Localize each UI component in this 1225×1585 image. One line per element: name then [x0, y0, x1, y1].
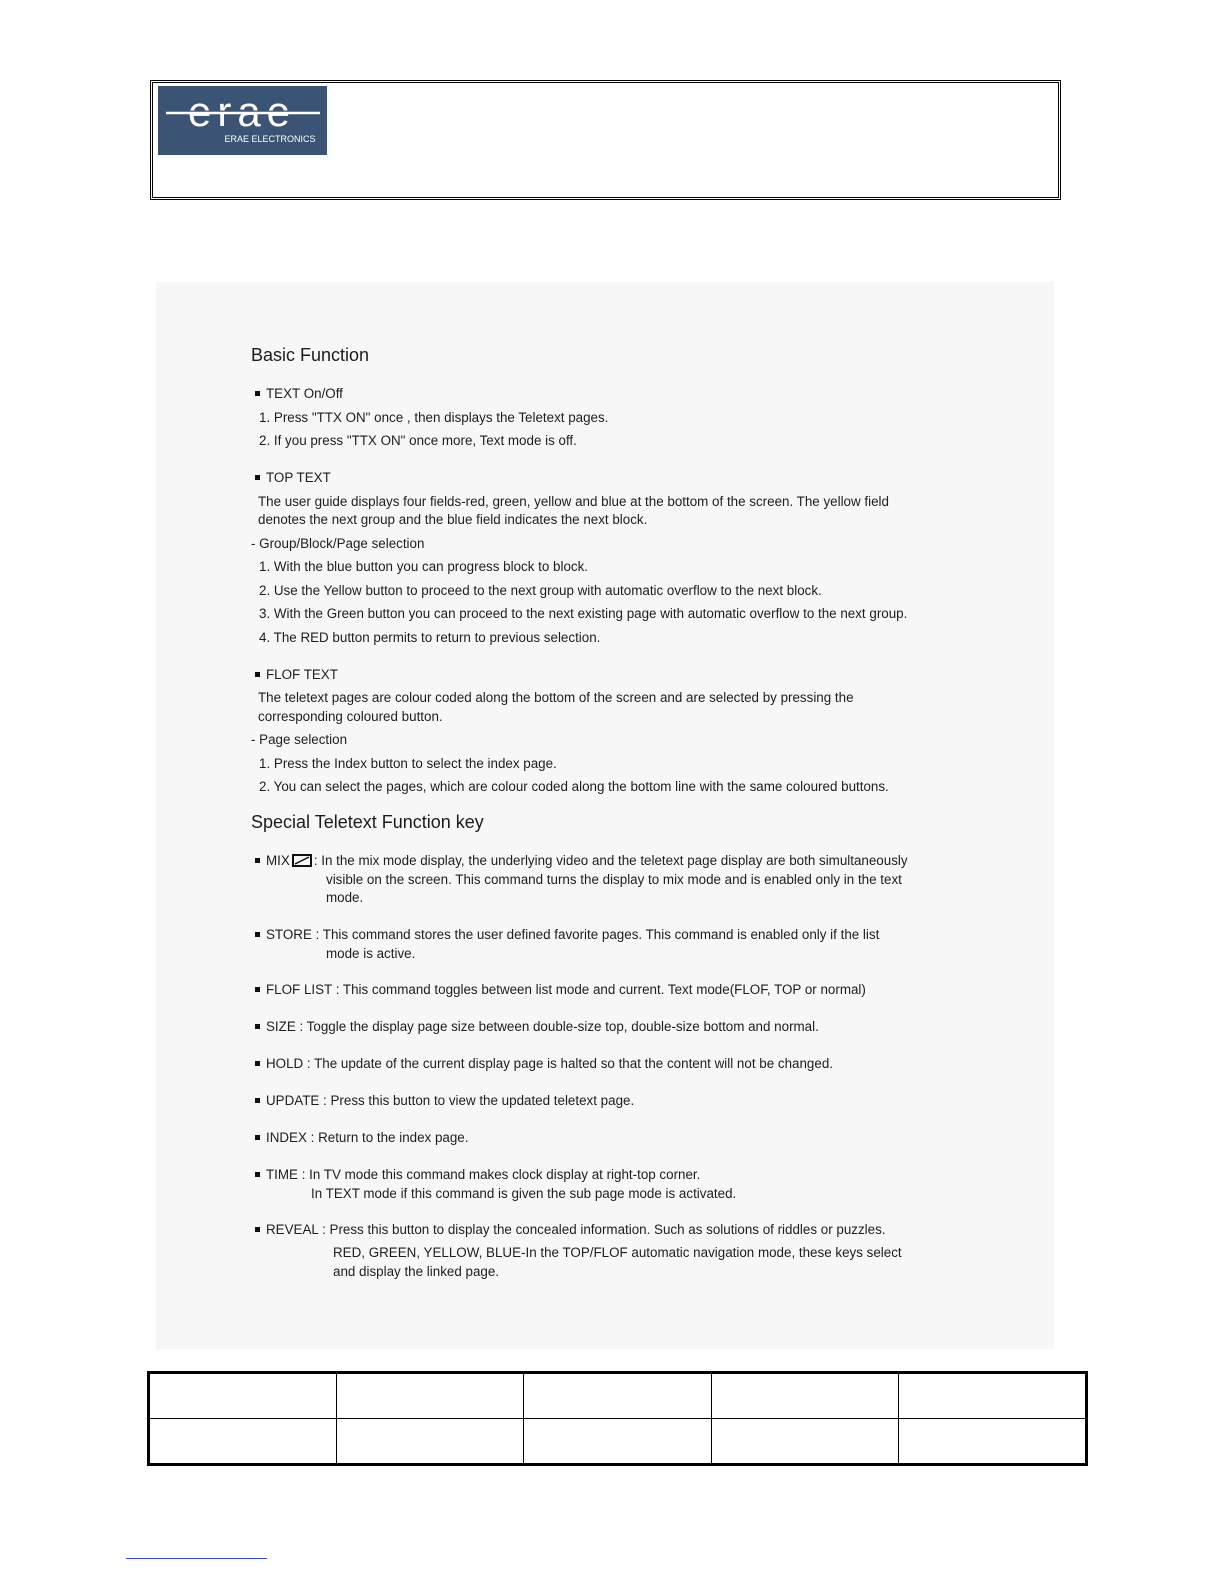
flof-text-item-2: 2. You can select the pages, which are colour coded along the bottom line with the same coloured buttons. — [259, 779, 889, 794]
store-line-2: mode is active. — [326, 946, 416, 961]
top-text-item-4: 4. The RED button permits to return to previous selection. — [259, 630, 601, 645]
flof-list-line: FLOF LIST : This command toggles between list mode and current. Text mode(FLOF, TOP or normal) — [255, 982, 866, 997]
footer-cell — [149, 1373, 337, 1419]
store-line-1: STORE : This command stores the user defined favorite pages. This command is enabled only if the list — [255, 927, 879, 942]
section-title-basic-function: Basic Function — [251, 345, 370, 365]
mix-line-3: mode. — [326, 890, 364, 905]
top-text-para-line-1: The user guide displays four fields-red, green, yellow and blue at the bottom of the screen. The yellow field — [258, 494, 889, 509]
logo-wordmark: erae — [187, 88, 297, 135]
reveal-line-2: RED, GREEN, YELLOW, BLUE-In the TOP/FLOF automatic navigation mode, these keys select — [333, 1245, 902, 1260]
size-line: SIZE : Toggle the display page size between double-size top, double-size bottom and normal. — [255, 1019, 819, 1034]
mix-key: MIX — [266, 853, 290, 868]
page-selection: - Page selection — [251, 732, 348, 747]
footer-table-row — [149, 1419, 1087, 1465]
footer-cell — [149, 1419, 337, 1465]
mix-line-2: visible on the screen. This command turns the display to mix mode and is enabled only in the text — [326, 872, 902, 887]
footer-cell — [524, 1419, 712, 1465]
time-line-2: In TEXT mode if this command is given the sub page mode is activated. — [311, 1186, 737, 1201]
footer-cell — [711, 1419, 899, 1465]
erae-logo — [158, 86, 327, 155]
index-line: INDEX : Return to the index page. — [255, 1130, 468, 1145]
mix-icon — [292, 854, 312, 867]
footer-cell — [524, 1373, 712, 1419]
header-box — [150, 80, 1061, 200]
hold-line: HOLD : The update of the current display page is halted so that the content will not be changed. — [255, 1056, 833, 1071]
footer-cell — [711, 1373, 899, 1419]
time-line-1: TIME : In TV mode this command makes clock display at right-top corner. — [255, 1167, 700, 1182]
mix-line-1-text: : In the mix mode display, the underlying video and the teletext page display are both simultaneously — [313, 853, 908, 868]
heading-text-onoff: TEXT On/Off — [255, 386, 343, 401]
footer-cell — [336, 1419, 524, 1465]
reveal-line-1: REVEAL : Press this button to display the concealed information. Such as solutions of riddles or puzzles. — [255, 1222, 886, 1237]
top-text-para-line-2: denotes the next group and the blue field indicates the next block. — [258, 512, 648, 527]
footer-table — [147, 1371, 1088, 1466]
text-onoff-item-1: 1. Press "TTX ON" once , then displays the Teletext pages. — [259, 410, 609, 425]
top-text-item-1: 1. With the blue button you can progress block to block. — [259, 559, 588, 574]
top-text-item-3: 3. With the Green button you can proceed to the next existing page with automatic overflow to the next group. — [259, 606, 908, 621]
section-title-special-teletext: Special Teletext Function key — [251, 812, 484, 832]
footer-cell — [899, 1373, 1087, 1419]
logo-caption: ERAE ELECTRONICS — [224, 134, 316, 144]
text-onoff-item-2: 2. If you press "TTX ON" once more, Text mode is off. — [259, 433, 577, 448]
link-underline — [126, 1558, 267, 1559]
footer-table-row — [149, 1373, 1087, 1419]
update-line: UPDATE : Press this button to view the updated teletext page. — [255, 1093, 634, 1108]
reveal-line-3: and display the linked page. — [333, 1264, 500, 1279]
top-text-item-2: 2. Use the Yellow button to proceed to the next group with automatic overflow to the next block. — [259, 583, 822, 598]
footer-cell — [899, 1419, 1087, 1465]
mix-line-1 — [255, 853, 908, 868]
flof-text-para-line-2: corresponding coloured button. — [258, 709, 443, 724]
heading-top-text: TOP TEXT — [255, 470, 331, 485]
flof-text-item-1: 1. Press the Index button to select the index page. — [259, 756, 557, 771]
group-block-page-selection: - Group/Block/Page selection — [251, 536, 425, 551]
flof-text-para-line-1: The teletext pages are colour coded along the bottom of the screen and are selected by pressing the — [258, 690, 854, 705]
heading-flof-text: FLOF TEXT — [255, 667, 338, 682]
footer-cell — [336, 1373, 524, 1419]
